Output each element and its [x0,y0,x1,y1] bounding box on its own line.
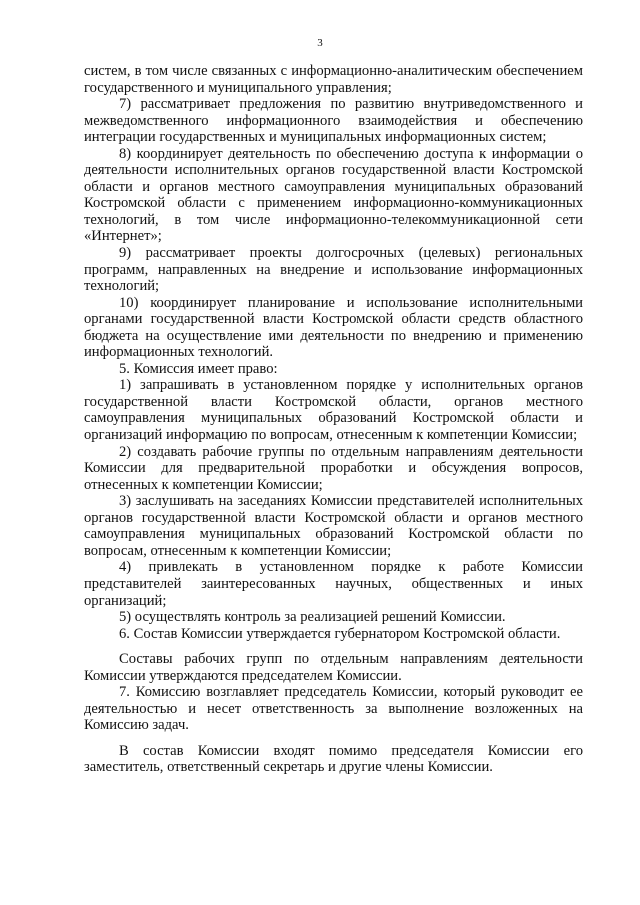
paragraph-item-8: 8) координирует деятельность по обеспечению доступа к информации о деятельности исполнительных органов государственной власти Костромской области и органов местного самоуправления муниципальных образований Костромской области с применением информационно-коммуникационных технологий, в том числе информационно-телекоммуникационной сети «Интернет»; [84,145,583,245]
paragraph-item-7: 7) рассматривает предложения по развитию внутриведомственного и межведомственного информационного взаимодействия и обеспечению интеграции государственных и муниципальных информационных систем; [84,96,583,146]
document-body [84,63,583,776]
paragraph-continuation: систем, в том числе связанных с информационно-аналитическим обеспечением государственного и муниципального управления; [84,63,583,96]
right-item-1: 1) запрашивать в установленном порядке у исполнительных органов государственной власти Костромской области, органов местного самоуправления муниципальных образований Костромской области и организаций информацию по вопросам, отнесенным к компетенции Комиссии; [84,377,583,444]
section-5-heading: 5. Комиссия имеет право: [119,360,278,377]
page-number: 3 [317,37,323,49]
section-6-paragraph: 6. Состав Комиссии утверждается губернатором Костромской области. [119,625,561,642]
right-item-2: 2) создавать рабочие группы по отдельным направлениям деятельности Комиссии для предварительной проработки и обсуждения вопросов, отнесенных к компетенции Комиссии; [84,443,583,493]
right-item-3: 3) заслушивать на заседаниях Комиссии представителей исполнительных органов государственной власти Костромской области и органов местного самоуправления муниципальных образований Костромской области по вопросам, отнесенным к компетенции Комиссии; [84,493,583,559]
right-item-5: 5) осуществлять контроль за реализацией решений Комиссии. [119,609,506,626]
commission-members-paragraph: В состав Комиссии входят помимо председателя Комиссии его заместитель, ответственный секретарь и другие члены Комиссии. [84,742,583,776]
right-item-4: 4) привлекать в установленном порядке к работе Комиссии представителей заинтересованных научных, общественных и иных организаций; [84,559,583,609]
paragraph-item-10: 10) координирует планирование и использование исполнительными органами государственной власти Костромской области средств областного бюджета на осуществление ими деятельности по внедрению и применению информационных технологий. [84,294,583,361]
section-7-paragraph: 7. Комиссию возглавляет председатель Комиссии, который руководит ее деятельностью и несет ответственность за выполнение возложенных на Комиссию задач. [84,684,583,734]
paragraph-item-9: 9) рассматривает проекты долгосрочных (целевых) региональных программ, направленных на внедрение и использование информационных технологий; [84,245,583,295]
working-groups-paragraph: Составы рабочих групп по отдельным направлениям деятельности Комиссии утверждаются председателем Комиссии. [84,651,583,684]
